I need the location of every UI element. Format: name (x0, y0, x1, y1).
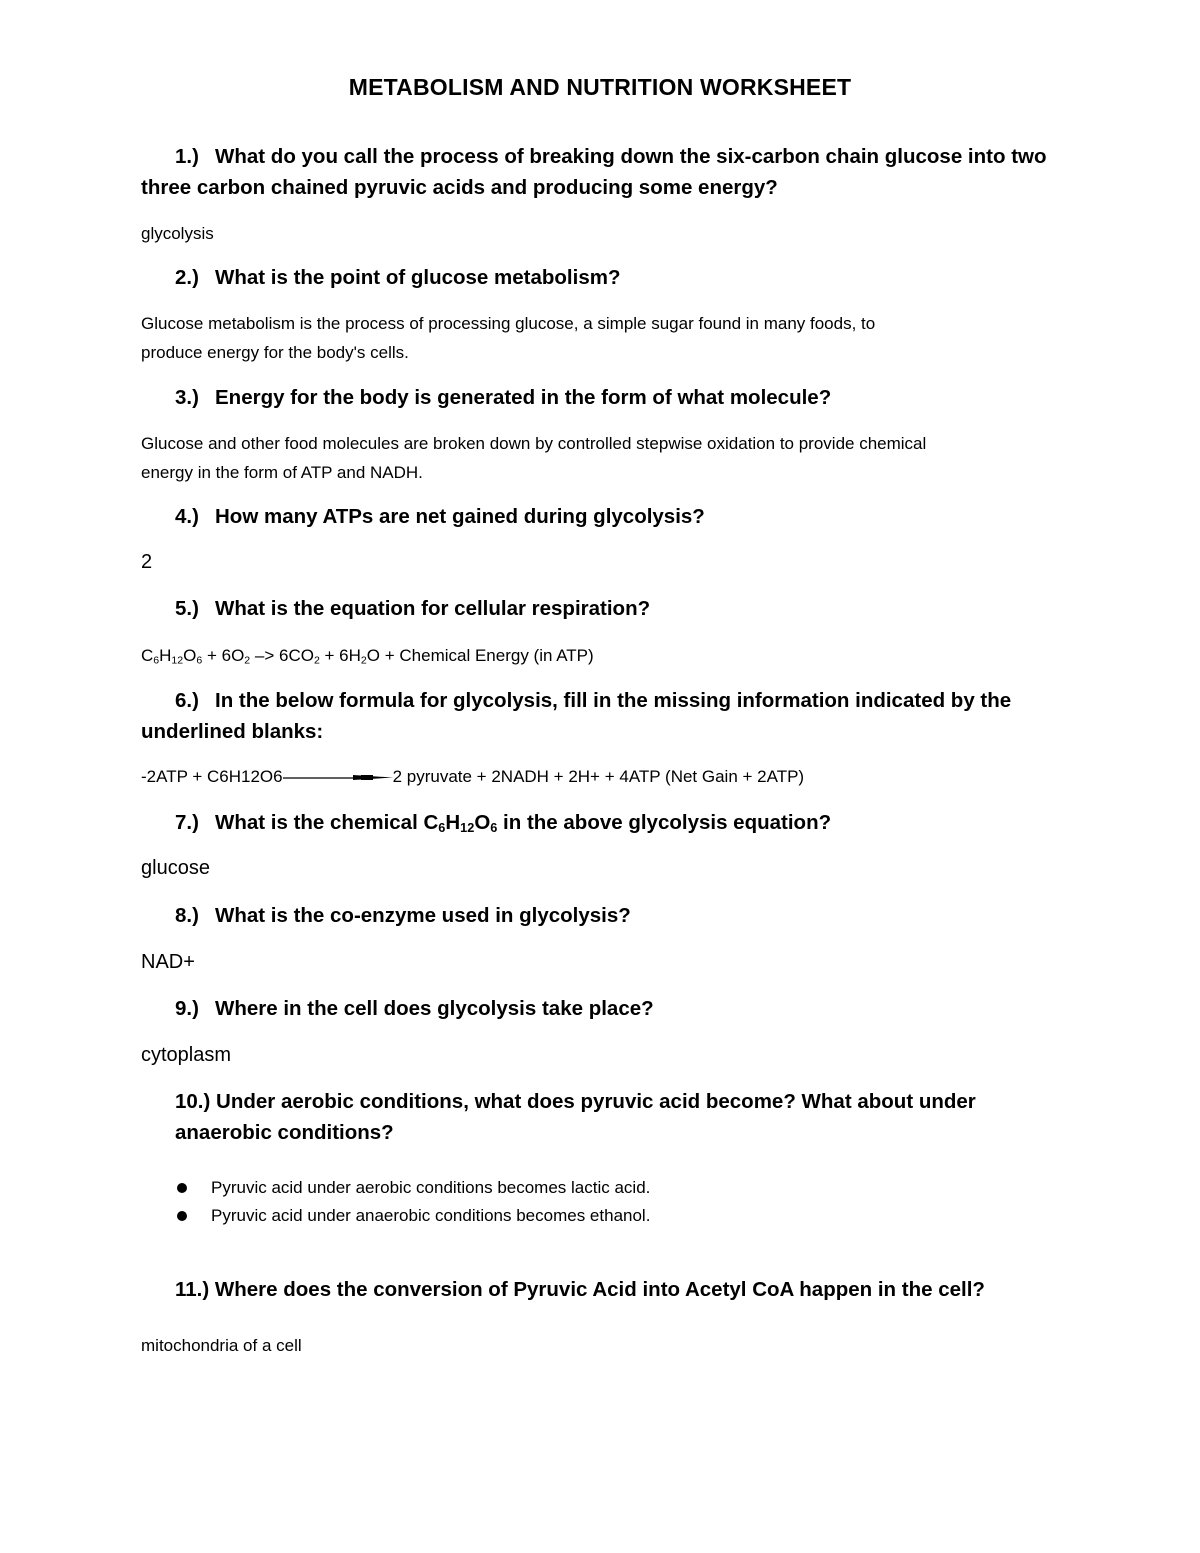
question-5: 5.) What is the equation for cellular respiration? (175, 597, 651, 620)
list-item: Pyruvic acid under aerobic conditions becomes lactic acid. (177, 1174, 650, 1202)
bullet-icon (177, 1211, 187, 1221)
question-2: 2.) What is the point of glucose metabolism? (175, 266, 621, 289)
answer-10-list (177, 1174, 650, 1230)
question-9: 9.) Where in the cell does glycolysis take place? (175, 997, 654, 1020)
answer-8: NAD+ (141, 951, 195, 973)
question-6: 6.) In the below formula for glycolysis, fill in the missing information indicated by the (175, 689, 1012, 712)
answer-2-line-2: produce energy for the body's cells. (141, 343, 409, 362)
question-11: 11.) Where does the conversion of Pyruvic Acid into Acetyl CoA happen in the cell? (175, 1278, 985, 1301)
page-title: METABOLISM AND NUTRITION WORKSHEET (348, 74, 852, 100)
question-4: 4.) How many ATPs are net gained during glycolysis? (175, 505, 705, 528)
question-1: 1.) What do you call the process of breaking down the six-carbon chain glucose into two (175, 145, 1047, 168)
question-10-line-2: anaerobic conditions? (175, 1121, 394, 1144)
answer-3-line-1: Glucose and other food molecules are broken down by controlled stepwise oxidation to provide chemical (141, 434, 927, 453)
answer-1: glycolysis (141, 224, 214, 243)
bullet-icon (177, 1183, 187, 1193)
answer-9: cytoplasm (141, 1044, 232, 1066)
answer-3-line-2: energy in the form of ATP and NADH. (141, 463, 423, 482)
glycolysis-formula: -2ATP + C6H12O6 2 pyruvate + 2NADH + 2H+ + 4ATP (Net Gain + 2ATP) (141, 767, 805, 786)
answer-11: mitochondria of a cell (141, 1336, 302, 1355)
right-arrow-icon (283, 769, 393, 783)
answer-4: 2 (141, 551, 153, 573)
question-6-line-2: underlined blanks: (141, 720, 324, 743)
question-10: 10.) Under aerobic conditions, what does pyruvic acid become? What about under (175, 1090, 976, 1113)
question-1-line-2: three carbon chained pyruvic acids and producing some energy? (141, 176, 778, 199)
question-8: 8.) What is the co-enzyme used in glycolysis? (175, 904, 631, 927)
respiration-equation: $C_6H_{12}O_6 + 6O_2 -> 6CO_2 + 6H_2O$ + Chemical Energy (in ATP) (141, 646, 594, 667)
question-7: 7.) What is the chemical $C_6H_{12}O_6$ in the above glycolysis equation? (175, 811, 832, 836)
list-item: Pyruvic acid under anaerobic conditions becomes ethanol. (177, 1202, 650, 1230)
answer-2-line-1: Glucose metabolism is the process of processing glucose, a simple sugar found in many foods, to (141, 314, 876, 333)
answer-7: glucose (141, 857, 210, 879)
question-3: 3.) Energy for the body is generated in the form of what molecule? (175, 386, 832, 409)
